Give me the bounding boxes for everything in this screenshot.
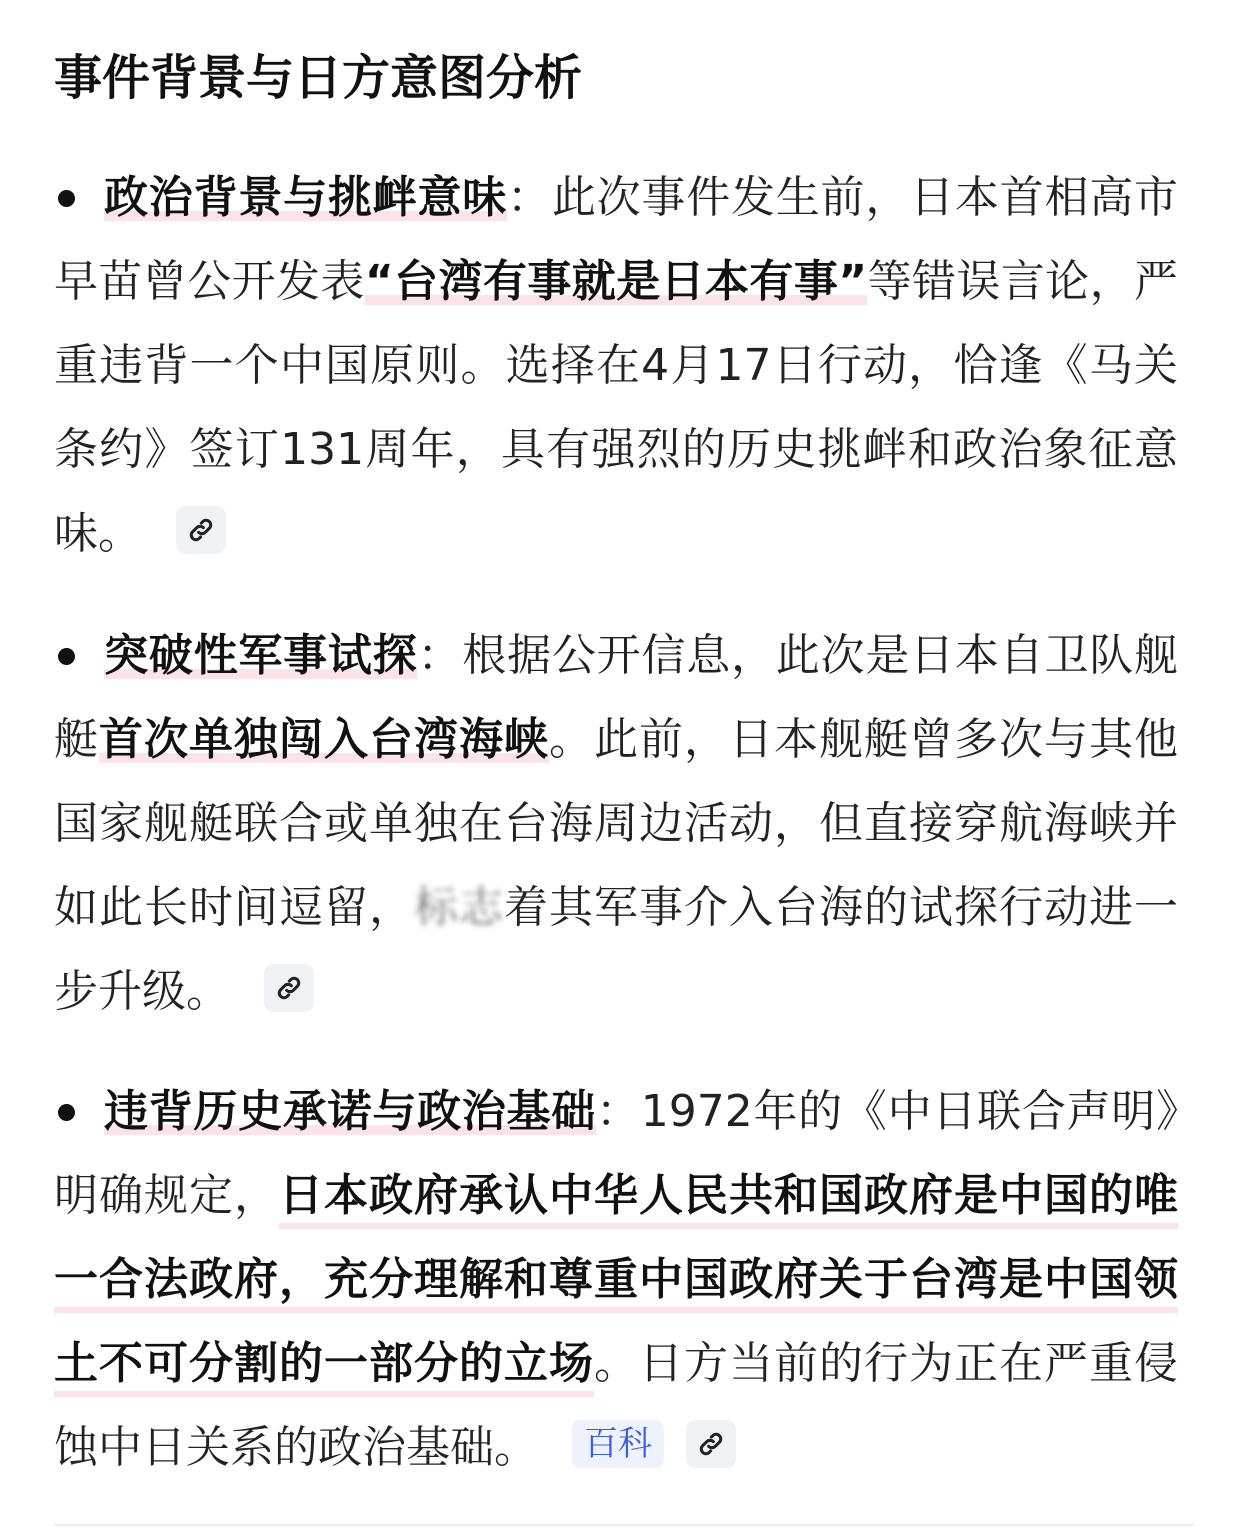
bullet-paragraph — [54, 156, 1178, 576]
quote-highlight: “台湾有事就是日本有事” — [364, 256, 868, 307]
body-text: 着其军事介入台海的试探行动进一步升级。 — [54, 882, 1178, 1017]
link-icon — [697, 1430, 725, 1458]
emphasis-highlight: 首次单独闯入台湾海峡 — [99, 714, 549, 765]
link-icon — [187, 516, 215, 544]
divider — [54, 1524, 1194, 1526]
bullet-heading: 违背历史承诺与政治基础 — [104, 1086, 597, 1137]
source-link-button[interactable] — [176, 506, 226, 554]
body-text: 。此前，日本舰艇曾多次与其他国家舰艇联合或单独在台海周边活动，但直接穿航海峡并如此长时间逗留， — [54, 714, 1178, 933]
bullet-dot — [58, 1104, 75, 1121]
bullet-dot — [58, 190, 75, 207]
source-link-button[interactable] — [686, 1420, 736, 1468]
link-icon — [275, 974, 303, 1002]
body-text: 此次事件发生前，日本首相高市早苗曾公开发表 — [54, 172, 1179, 307]
bullet-dot — [58, 648, 75, 665]
wiki-link-button[interactable]: 百科 — [572, 1420, 664, 1468]
body-text: 1972年的《中日联合声明》明确规定， — [54, 1086, 1179, 1221]
bullet-heading: 政治背景与挑衅意味 — [104, 172, 508, 223]
bullet-heading: 突破性军事试探 — [104, 630, 418, 681]
list-item — [54, 156, 1178, 576]
list-item — [54, 614, 1178, 1034]
body-text: 根据公开信息，此次是日本自卫队舰艇 — [54, 630, 1179, 765]
body-text: 。日方当前的行为正在严重侵蚀中日关系的政治基础。 — [54, 1338, 1178, 1473]
blurred-text: 标志 — [414, 882, 504, 933]
bullet-paragraph — [54, 1070, 1178, 1490]
bullet-paragraph — [54, 614, 1178, 1034]
emphasis-highlight: 日本政府承认中华人民共和国政府是中国的唯一合法政府，充分理解和尊重中国政府关于台湾是中国领土不可分割的一部分的立场 — [54, 1170, 1178, 1397]
list-item — [54, 1070, 1178, 1490]
colon: ： — [507, 172, 552, 223]
page-title: 事件背景与日方意图分析 — [54, 50, 583, 106]
body-text: 等错误言论，严重违背一个中国原则。选择在4月17日行动，恰逢《马关条约》签订131周年，具有强烈的历史挑衅和政治象征意味。 — [54, 256, 1178, 559]
colon: ： — [596, 1086, 641, 1137]
source-link-button[interactable] — [264, 964, 314, 1012]
colon: ： — [417, 630, 463, 681]
